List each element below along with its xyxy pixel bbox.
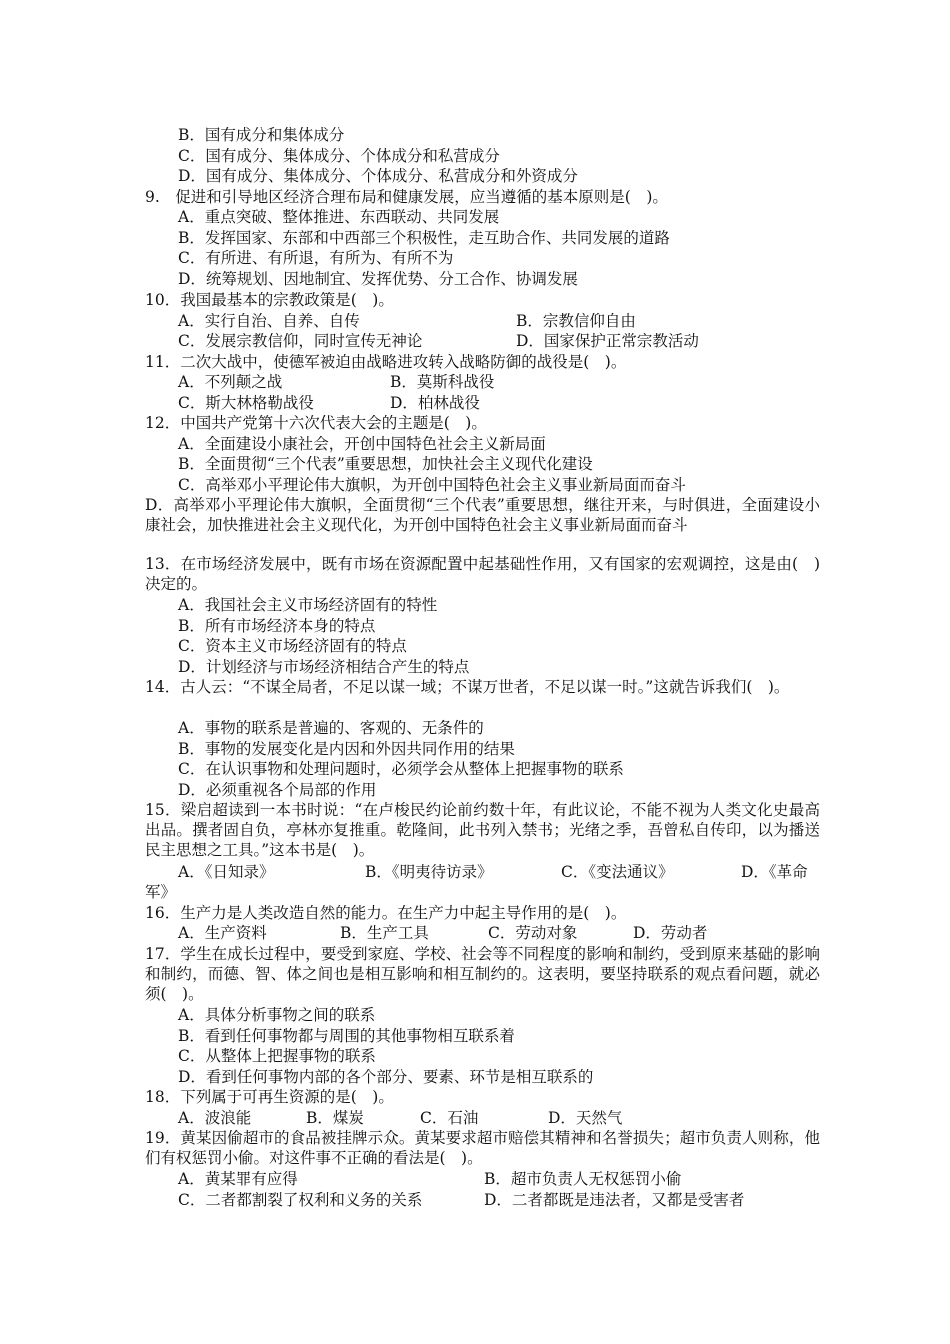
- option-b: B．事物的发展变化是内因和外因共同作用的结果: [178, 740, 515, 758]
- option-b: B．《明夷待访录》: [365, 863, 493, 881]
- question-15: 15．梁启超读到一本书时说：“在卢梭民约论前约数十年，有此议论，不能不视为人类文化史最高出品。撰者固自负，亭林亦复推重。乾隆间，此书列入禁书；光绪之季，吾曾私自传印，以为播送民主思想之工具。”这本书是( )。: [145, 801, 820, 859]
- option-b: B．宗教信仰自由: [516, 312, 636, 330]
- option-b: B．莫斯科战役: [390, 373, 495, 391]
- option-c: C．斯大林格勒战役: [178, 394, 314, 412]
- option-d: D．国家保护正常宗教活动: [516, 332, 699, 350]
- option-d: D．天然气: [548, 1109, 623, 1127]
- option-c: C．国有成分、集体成分、个体成分和私营成分: [178, 147, 500, 165]
- option-c: C．在认识事物和处理问题时，必须学会从整体上把握事物的联系: [178, 760, 624, 778]
- option-d: D．国有成分、集体成分、个体成分、私营成分和外资成分: [178, 167, 578, 185]
- option-c: C．《变法通议》: [561, 863, 674, 881]
- option-c: C．从整体上把握事物的联系: [178, 1047, 376, 1065]
- option-a: A．波浪能: [178, 1109, 252, 1127]
- option-d: D．二者都既是违法者，又都是受害者: [484, 1191, 745, 1209]
- question-10: 10．我国最基本的宗教政策是( )。: [145, 291, 394, 309]
- option-d: D．《革命: [741, 863, 808, 881]
- question-17: 17．学生在成长过程中，要受到家庭、学校、社会等不同程度的影响和制约，受到原来基础的影响和制约，而德、智、体之间也是相互影响和相互制约的。这表明，要坚持联系的观点看问题，就必须( )。: [145, 945, 820, 1003]
- question-13: 13．在市场经济发展中，既有市场在资源配置中起基础性作用，又有国家的宏观调控，这是由( )决定的。: [145, 555, 820, 593]
- option-a: A．我国社会主义市场经济固有的特性: [178, 596, 438, 614]
- option-a: A．重点突破、整体推进、东西联动、共同发展: [178, 208, 500, 226]
- option-a: A．实行自治、自养、自传: [178, 312, 360, 330]
- option-d: D．统筹规划、因地制宜、发挥优势、分工合作、协调发展: [178, 270, 578, 288]
- option-b: B．看到任何事物都与周围的其他事物相互联系着: [178, 1027, 515, 1045]
- option-c: C．二者都割裂了权利和义务的关系: [178, 1191, 423, 1209]
- question-16: 16．生产力是人类改造自然的能力。在生产力中起主导作用的是( )。: [145, 904, 627, 922]
- question-12: 12．中国共产党第十六次代表大会的主题是( )。: [145, 414, 487, 432]
- option-d: D．高举邓小平理论伟大旗帜，全面贯彻“三个代表”重要思想，继往开来，与时俱进，全面建设小康社会，加快推进社会主义现代化，为开创中国特色社会主义事业新局面而奋斗: [145, 496, 820, 534]
- option-b: B．生产工具: [340, 924, 429, 942]
- option-a: A．具体分析事物之间的联系: [178, 1006, 376, 1024]
- option-b: B．超市负责人无权惩罚小偷: [484, 1170, 682, 1188]
- question-18: 18．下列属于可再生资源的是( )。: [145, 1088, 394, 1106]
- option-c: C．发展宗教信仰，同时宣传无神论: [178, 332, 423, 350]
- option-d: D．看到任何事物内部的各个部分、要素、环节是相互联系的: [178, 1068, 594, 1086]
- option-d-continuation: 军》: [145, 883, 177, 901]
- option-c: C．高举邓小平理论伟大旗帜，为开创中国特色社会主义事业新局面而奋斗: [178, 476, 686, 494]
- option-b: B．全面贯彻“三个代表”重要思想，加快社会主义现代化建设: [178, 455, 593, 473]
- option-a: A．事物的联系是普遍的、客观的、无条件的: [178, 719, 484, 737]
- option-d: D．计划经济与市场经济相结合产生的特点: [178, 658, 470, 676]
- option-d: D．必须重视各个局部的作用: [178, 781, 377, 799]
- option-d: D．柏林战役: [390, 394, 480, 412]
- question-9: 9. 促进和引导地区经济合理布局和健康发展，应当遵循的基本原则是( )。: [145, 188, 668, 206]
- option-b: B．国有成分和集体成分: [178, 126, 345, 144]
- question-11: 11．二次大战中，使德军被迫由战略进攻转入战略防御的战役是( )。: [145, 353, 627, 371]
- option-a: A．全面建设小康社会，开创中国特色社会主义新局面: [178, 435, 546, 453]
- option-a: A．《日知录》: [178, 863, 275, 881]
- option-a: A．不列颠之战: [178, 373, 283, 391]
- option-a: A．生产资料: [178, 924, 267, 942]
- option-d: D．劳动者: [633, 924, 708, 942]
- option-c: C．劳动对象: [488, 924, 578, 942]
- option-c: C．石油: [420, 1109, 479, 1127]
- option-b: B．煤炭: [306, 1109, 364, 1127]
- option-b: B．所有市场经济本身的特点: [178, 617, 376, 635]
- option-a: A．黄某罪有应得: [178, 1170, 298, 1188]
- option-c: C．有所进、有所退，有所为、有所不为: [178, 249, 454, 267]
- question-14: 14．古人云：“不谋全局者，不足以谋一域；不谋万世者，不足以谋一时。”这就告诉我们( )。: [145, 678, 790, 696]
- option-b: B．发挥国家、东部和中西部三个积极性，走互助合作、共同发展的道路: [178, 229, 670, 247]
- option-c: C．资本主义市场经济固有的特点: [178, 637, 407, 655]
- question-19: 19．黄某因偷超市的食品被挂牌示众。黄某要求超市赔偿其精神和名誉损失；超市负责人则称，他们有权惩罚小偷。对这件事不正确的看法是( )。: [145, 1129, 820, 1167]
